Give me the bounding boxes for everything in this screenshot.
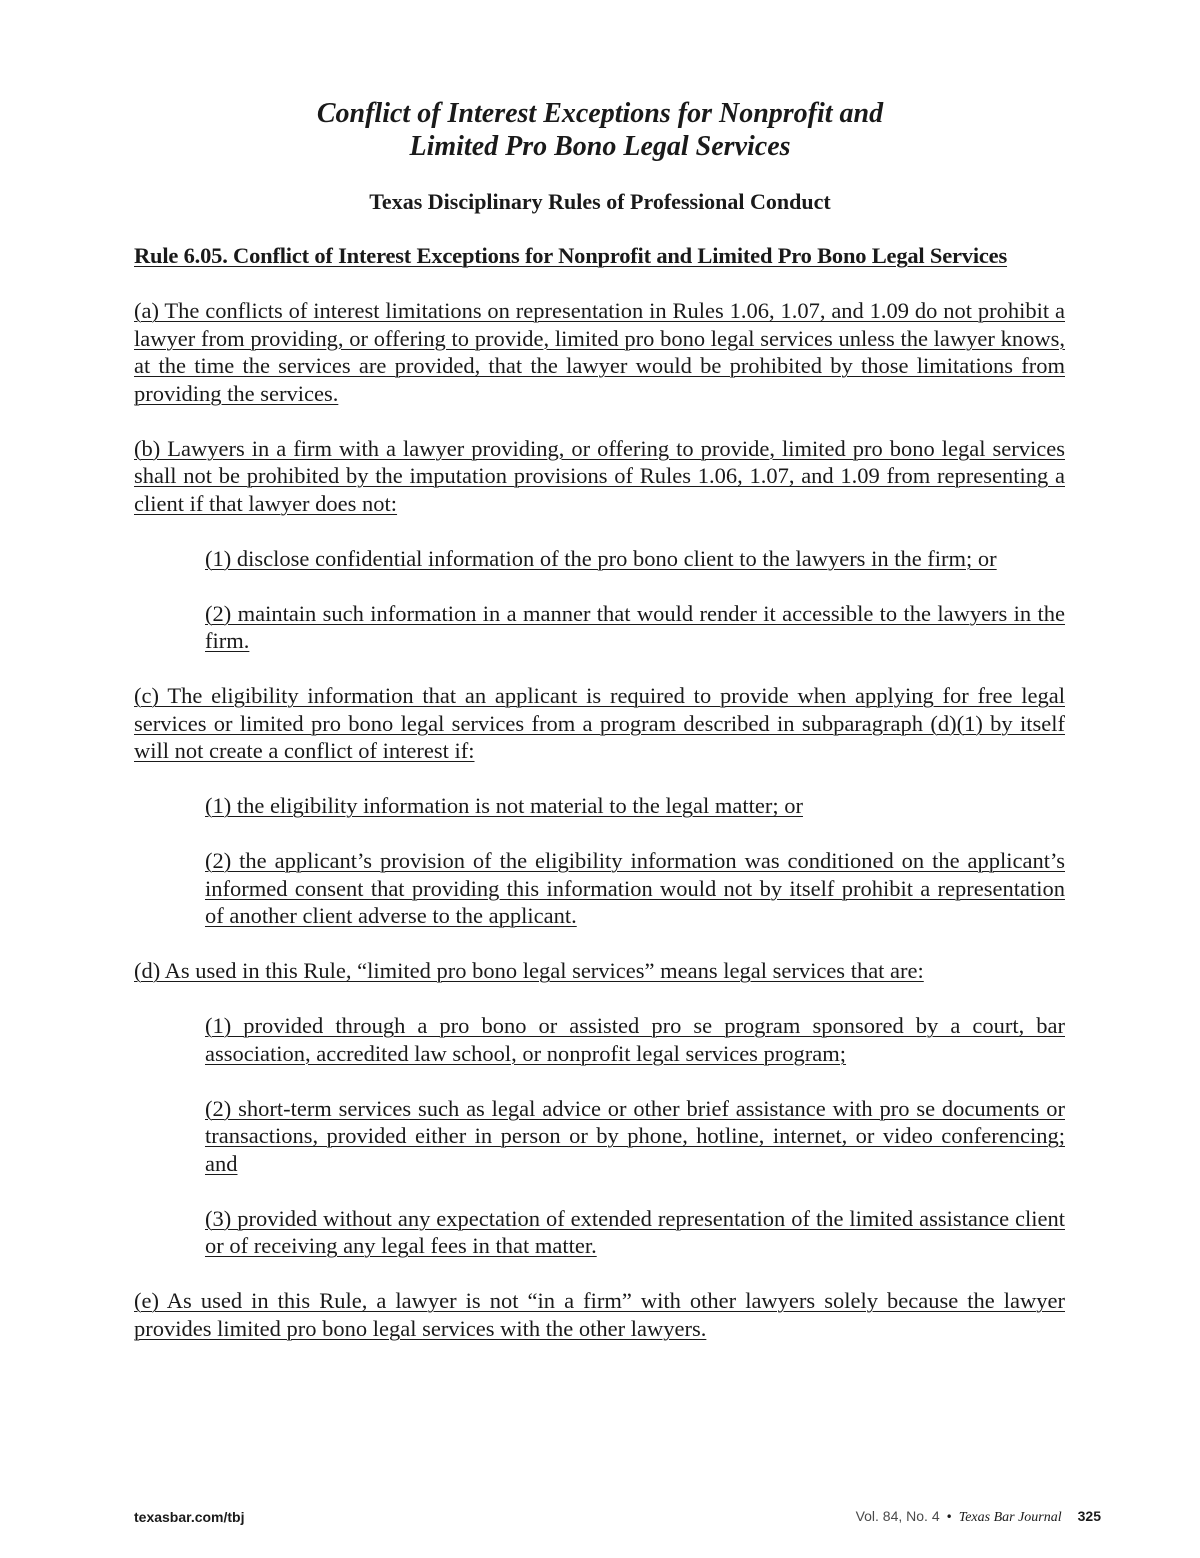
footer-page-number: 325 [1077, 1508, 1101, 1524]
paragraph-d-1: (1) provided through a pro bono or assisted pro se program sponsored by a court, bar association, accredited law school, or nonprofit legal services program; [205, 1013, 1065, 1066]
paragraph-d-2: (2) short-term services such as legal advice or other brief assistance with pro se documents or transactions, provided either in person or by phone, hotline, internet, or video conferencing; and [205, 1095, 1065, 1176]
paragraph-b-2: (2) maintain such information in a manner that would render it accessible to the lawyers in the firm. [205, 600, 1065, 653]
paragraph-c-1: (1) the eligibility information is not material to the legal matter; or [205, 793, 803, 818]
article-title [0, 97, 1200, 163]
footer-journal: Texas Bar Journal [958, 1510, 1062, 1525]
paragraph-a: (a) The conflicts of interest limitations on representation in Rules 1.06, 1.07, and 1.09 do not prohibit a lawyer from providing, or offering to provide, limited pro bono legal services unless the lawyer knows, at the time the services are provided, that the lawyer would be prohibited by those limitations from providing the services. [134, 298, 1065, 406]
article-title-line-1: Conflict of Interest Exceptions for Nonprofit and [316, 98, 884, 129]
article-subtitle: Texas Disciplinary Rules of Professional Conduct [369, 189, 831, 214]
article-title-line-2: Limited Pro Bono Legal Services [409, 131, 791, 162]
footer-website: texasbar.com/tbj [134, 1509, 245, 1525]
footer-volume: Vol. 84, No. 4 [855, 1508, 940, 1524]
paragraph-d: (d) As used in this Rule, “limited pro bono legal services” means legal services that are: [134, 958, 924, 983]
paragraph-e: (e) As used in this Rule, a lawyer is not “in a firm” with other lawyers solely because the lawyer provides limited pro bono legal services with the other lawyers. [134, 1288, 1065, 1341]
rule-heading: Rule 6.05. Conflict of Interest Exceptions for Nonprofit and Limited Pro Bono Legal Services [134, 243, 1008, 268]
rule-body [134, 242, 1065, 1370]
paragraph-d-3: (3) provided without any expectation of extended representation of the limited assistance client or of receiving any legal fees in that matter. [205, 1205, 1065, 1258]
paragraph-b: (b) Lawyers in a firm with a lawyer providing, or offering to provide, limited pro bono legal services shall not be prohibited by the imputation provisions of Rules 1.06, 1.07, and 1.09 from representing a client if that lawyer does not: [134, 435, 1065, 516]
footer-publication [856, 1508, 1101, 1526]
paragraph-c: (c) The eligibility information that an applicant is required to provide when applying for free legal services or limited pro bono legal services from a program described in subparagraph (d)(1) by itself will not create a conflict of interest if: [134, 683, 1065, 763]
footer-bullet: • [945, 1510, 953, 1524]
paragraph-c-2: (2) the applicant’s provision of the eligibility information was conditioned on the applicant’s informed consent that providing this information would not by itself prohibit a representation of another client adverse to the applicant. [205, 848, 1065, 928]
paragraph-b-1: (1) disclose confidential information of the pro bono client to the lawyers in the firm; or [205, 545, 997, 571]
